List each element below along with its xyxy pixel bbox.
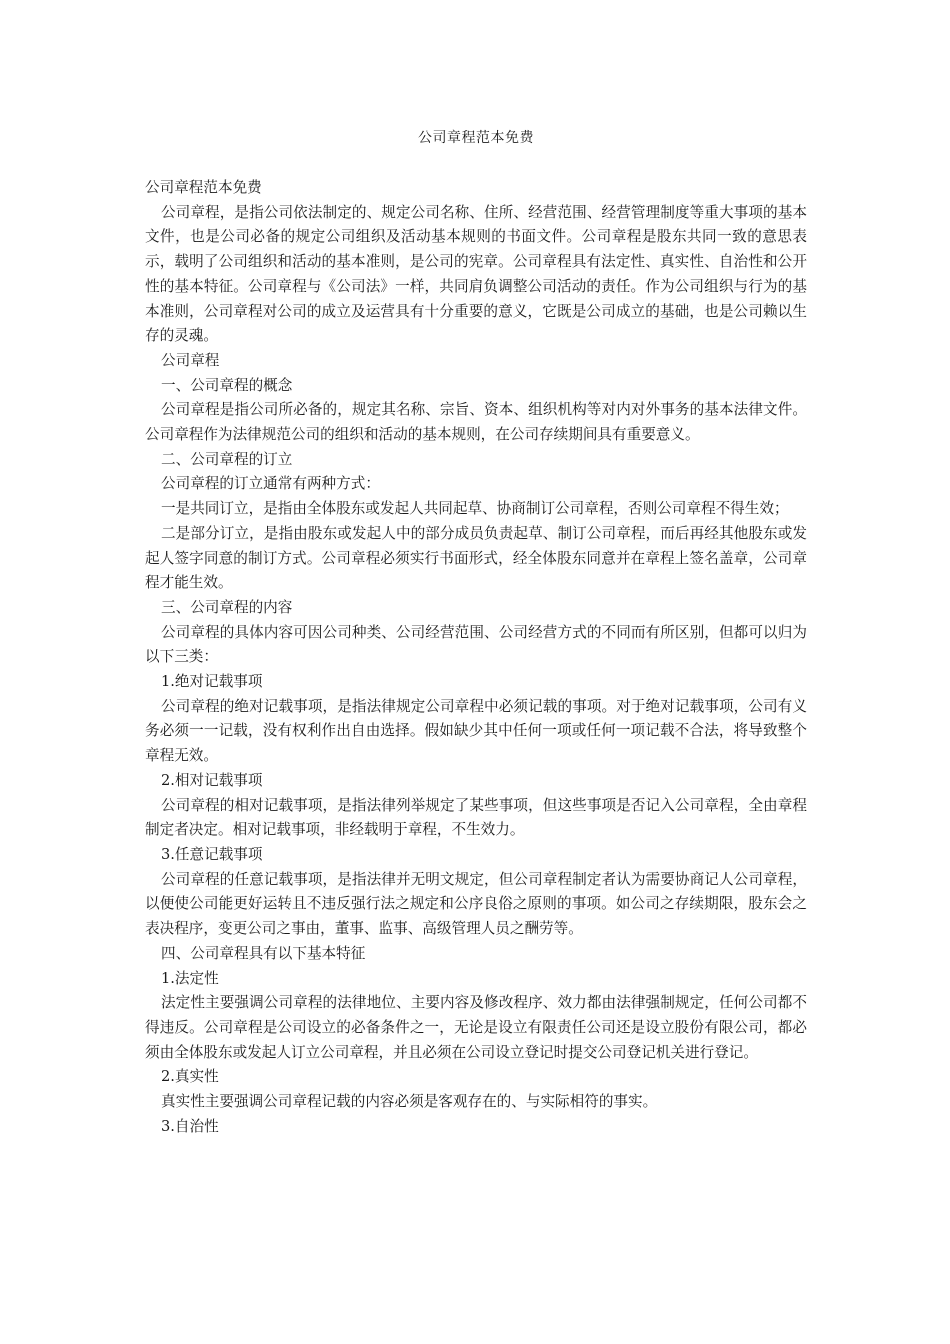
paragraph: 1.绝对记载事项 bbox=[161, 673, 263, 691]
paragraph: 公司章程范本免费 bbox=[145, 179, 262, 196]
paragraph: 公司章程的相对记载事项，是指法律列举规定了某些事项，但这些事项是否记入公司章程，全由章程制定者决定。相对记载事项，非经载明于章程，不生效力。 bbox=[145, 796, 807, 839]
paragraph: 公司章程的订立通常有两种方式： bbox=[161, 475, 380, 493]
paragraph: 3.任意记载事项 bbox=[161, 845, 263, 863]
paragraph: 三、公司章程的内容 bbox=[161, 598, 293, 616]
paragraph: 二是部分订立，是指由股东或发起人中的部分成员负责起草、制订公司章程，而后再经其他股东或发起人签字同意的制订方式。公司章程必须实行书面形式，经全体股东同意并在章程上签名盖章，公司章程才能生效。 bbox=[145, 524, 807, 592]
paragraph: 1.法定性 bbox=[161, 969, 219, 987]
paragraph: 公司章程，是指公司依法制定的、规定公司名称、住所、经营范围、经营管理制度等重大事项的基本文件，也是公司必备的规定公司组织及活动基本规则的书面文件。公司章程是股东共同一致的意思表示，载明了公司组织和活动的基本准则，是公司的宪章。公司章程具有法定性、真实性、自治性和公开性的基本特征。公司章程与《公司法》一样，共同肩负调整公司活动的责任。作为公司组织与行为的基本准则，公司章程对公司的成立及运营具有十分重要的意义，它既是公司成立的基础，也是公司赖以生存的灵魂。 bbox=[145, 203, 807, 345]
paragraph: 2.真实性 bbox=[161, 1068, 219, 1086]
document-body bbox=[145, 176, 807, 1139]
paragraph: 一、公司章程的概念 bbox=[161, 376, 293, 394]
paragraph: 真实性主要强调公司章程记载的内容必须是客观存在的、与实际相符的事实。 bbox=[161, 1093, 658, 1111]
paragraph: 公司章程是指公司所必备的，规定其名称、宗旨、资本、组织机构等对内对外事务的基本法律文件。公司章程作为法律规范公司的组织和活动的基本规则，在公司存续期间具有重要意义。 bbox=[145, 401, 807, 444]
paragraph: 法定性主要强调公司章程的法律地位、主要内容及修改程序、效力都由法律强制规定，任何公司都不得违反。公司章程是公司设立的必备条件之一，无论是设立有限责任公司还是设立股份有限公司，都必须由全体股东或发起人订立公司章程，并且必须在公司设立登记时提交公司登记机关进行登记。 bbox=[145, 994, 807, 1061]
paragraph: 二、公司章程的订立 bbox=[161, 450, 293, 468]
paragraph: 3.自治性 bbox=[161, 1117, 219, 1135]
paragraph: 公司章程的绝对记载事项，是指法律规定公司章程中必须记载的事项。对于绝对记载事项，公司有义务必须一一记载，没有权利作出自由选择。假如缺少其中任何一项或任何一项记载不合法，将导致整个章程无效。 bbox=[145, 697, 807, 765]
document-title: 公司章程范本免费 bbox=[418, 130, 534, 146]
paragraph: 公司章程的具体内容可因公司种类、公司经营范围、公司经营方式的不同而有所区别，但都可以归为以下三类： bbox=[145, 623, 807, 666]
paragraph: 2.相对记载事项 bbox=[161, 771, 263, 789]
paragraph: 公司章程 bbox=[161, 351, 220, 369]
paragraph: 公司章程的任意记载事项，是指法律并无明文规定，但公司章程制定者认为需要协商记人公司章程，以便使公司能更好运转且不违反强行法之规定和公序良俗之原则的事项。如公司之存续期限，股东会之表决程序，变更公司之事由，董事、监事、高级管理人员之酬劳等。 bbox=[145, 870, 807, 938]
paragraph: 四、公司章程具有以下基本特征 bbox=[161, 944, 366, 962]
paragraph: 一是共同订立，是指由全体股东或发起人共同起草、协商制订公司章程，否则公司章程不得生效； bbox=[161, 500, 789, 518]
